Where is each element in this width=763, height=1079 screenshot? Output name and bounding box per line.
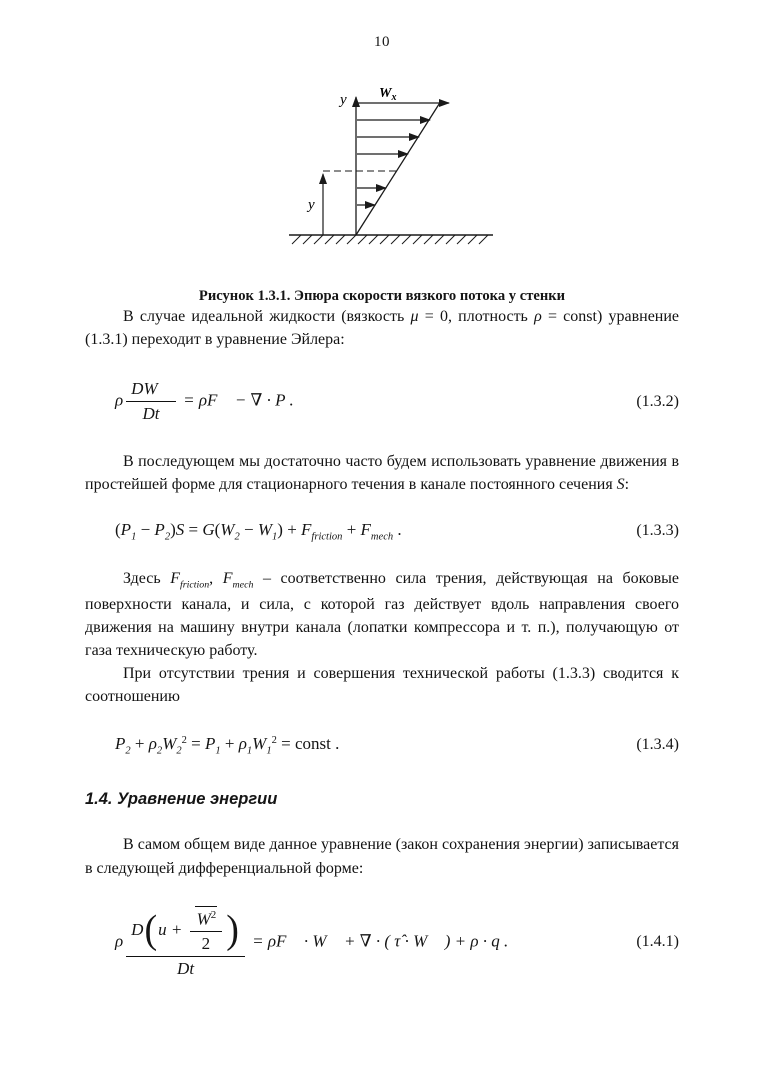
wx-label: $W_x$: [379, 87, 397, 103]
eq-term: u +: [158, 919, 183, 939]
text-token: F: [170, 569, 180, 587]
text-token: W: [252, 733, 267, 753]
eq-term: ρ: [115, 390, 124, 410]
text-token: 1: [272, 531, 278, 543]
text-token: P: [120, 520, 132, 540]
fraction: $\frac{DW⃗}{Dt}$: [126, 379, 176, 424]
text-token: 1: [131, 531, 137, 543]
axis-label-y: y: [340, 92, 347, 108]
right-paren: ): [226, 907, 239, 952]
equation-momentum-body: [85, 520, 636, 543]
text-token: В случае идеальной жидкости (вязкость: [123, 308, 411, 325]
paragraph-no-friction: При отсутствии трения и совершения технической работы (1.3.3) сводится к соотношению: [85, 664, 679, 705]
equation-bernoulli: [85, 734, 679, 757]
text-token: W: [220, 520, 235, 540]
text-token: W: [257, 520, 272, 540]
equation-energy: [85, 906, 679, 980]
eq-term: = ρF⃗ · W⃗ + ∇ · ( τ̂ · W⃗ ) + ρ · q .: [252, 931, 509, 951]
text-token: S: [175, 520, 185, 540]
equation-euler: [85, 379, 679, 424]
text-token: μ: [410, 308, 419, 325]
text-token: P: [204, 733, 216, 753]
text-token: 2: [181, 734, 187, 746]
page-number: 10: [374, 34, 390, 50]
text-token: +: [220, 733, 239, 753]
figure-caption: Рисунок 1.3.1. Эпюра скорости вязкого потока у стенки: [198, 288, 566, 304]
paragraph-ideal-fluid: [85, 305, 679, 351]
text-token: 1: [215, 745, 221, 757]
equation-number: (1.3.3): [636, 522, 679, 540]
text-token: F: [222, 569, 233, 587]
velocity-slant-line: [356, 101, 441, 235]
equation-number: (1.3.2): [636, 392, 679, 410]
text-token: friction: [180, 579, 210, 591]
text-token: −: [136, 520, 155, 540]
text-token: 1: [266, 745, 272, 757]
text-token: В последующем мы достаточно часто будем использовать уравнение движения в простейшей форме для стационарного течения в канале постоянного сечения: [85, 453, 679, 494]
equation-euler-body: [85, 379, 636, 424]
text-token: =: [186, 733, 205, 753]
text-token: ρ: [534, 308, 542, 325]
left-paren: (: [144, 907, 158, 952]
eq-term: = ρF⃗ − ∇ · P .: [183, 390, 294, 410]
text-token: G: [202, 520, 215, 540]
text-token: F: [301, 520, 312, 540]
text-token: ρ: [238, 733, 247, 753]
height-label-y: y: [308, 197, 315, 213]
text-token: Здесь: [123, 569, 171, 587]
text-token: = 0, плотность: [418, 308, 535, 325]
text-token: :: [624, 476, 630, 494]
text-token: F: [360, 520, 371, 540]
text-token: = const .: [276, 733, 340, 753]
paragraph-forces-explanation: [85, 567, 679, 662]
text-token: +: [342, 520, 361, 540]
text-token: 2: [234, 531, 240, 543]
eq-term: D: [131, 919, 144, 939]
text-token: mech: [232, 579, 254, 591]
text-token: (: [115, 520, 121, 540]
eq-term: W: [196, 909, 211, 929]
text-token: +: [130, 733, 149, 753]
text-token: ): [277, 520, 283, 540]
text-token: .: [393, 520, 402, 540]
text-token: 2: [176, 745, 182, 757]
paragraph-energy-intro: В самом общем виде данное уравнение (закон сохранения энергии) записывается в следующей дифференциальной форме:: [85, 836, 679, 877]
text-token: P: [115, 733, 126, 753]
text-token: +: [282, 520, 302, 540]
text-token: S: [616, 476, 625, 494]
equation-energy-body: [85, 906, 636, 980]
equation-bernoulli-body: [85, 734, 636, 757]
velocity-profile-figure: [281, 87, 501, 255]
text-token: 1: [246, 745, 253, 757]
ground-hatching: [292, 235, 488, 244]
text-token: 2: [271, 734, 277, 746]
text-token: = const) уравнение (1.3.1) переходит в уравнение Эйлера:: [85, 308, 680, 349]
text-token: 2: [125, 745, 131, 757]
eq-term: ρ: [115, 931, 124, 951]
equation-number: (1.3.4): [636, 736, 679, 754]
text-token: ): [170, 520, 176, 540]
figure-container: [85, 87, 679, 260]
text-token: 2: [156, 745, 163, 757]
text-token: mech: [370, 531, 394, 543]
text-token: ,: [209, 569, 223, 587]
inner-fraction: $\frac{W^2}{2}$: [190, 906, 223, 955]
text-token: −: [239, 520, 258, 540]
text-token: ρ: [148, 733, 157, 753]
text-token: 2: [164, 531, 171, 543]
fraction: D ( u + $\frac{W^2}{2}$ ) Dt: [126, 906, 245, 980]
text-token: friction: [311, 531, 343, 543]
equation-momentum-channel: [85, 520, 679, 543]
text-token: – соответственно сила трения, действующая на боковые поверхности канала, и сила, с которой газ действует вдоль направления своего движения на машину внутри канала (лопатки компрессора и т. п.), получающую от газа техническую работу.: [85, 569, 680, 659]
text-token: =: [184, 520, 203, 540]
paragraph-momentum-simple: [85, 450, 679, 496]
equation-number: (1.4.1): [636, 933, 679, 951]
section-heading-energy: 1.4. Уравнение энергии: [85, 790, 278, 809]
text-token: P: [154, 520, 165, 540]
text-token: (: [214, 520, 221, 540]
text-token: W: [162, 733, 177, 753]
